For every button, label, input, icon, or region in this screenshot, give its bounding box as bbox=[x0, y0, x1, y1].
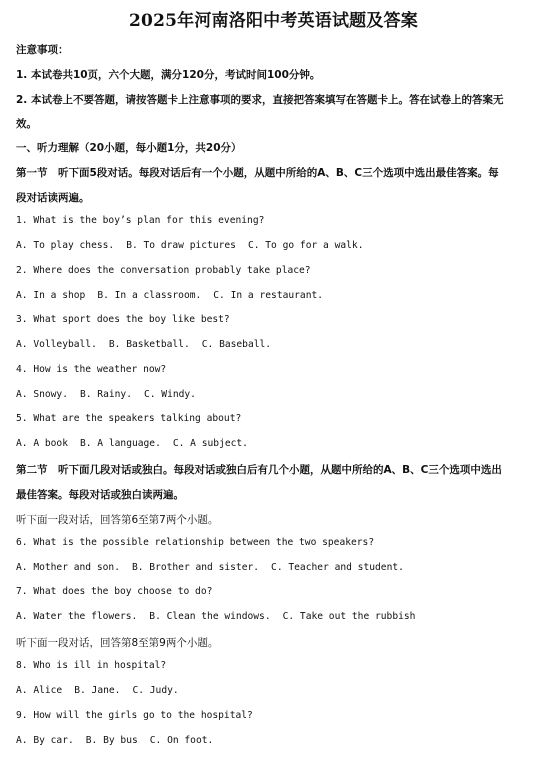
question-5-options bbox=[16, 438, 537, 449]
option-b: B. Clean the windows. bbox=[149, 611, 271, 622]
option-a: A. Volleyball. bbox=[16, 339, 97, 350]
notice-item-2-cont: 效。 bbox=[16, 118, 37, 130]
option-b: B. Rainy. bbox=[79, 389, 132, 400]
option-a: A. Water the flowers. bbox=[16, 611, 138, 622]
part-heading: 一、听力理解（20小题，每小题1分，共20分） bbox=[16, 142, 242, 154]
option-c: C. A subject. bbox=[172, 438, 248, 449]
question-6-stem: 6. What is the possible relationship between the two speakers? bbox=[16, 537, 375, 548]
question-7-options bbox=[16, 611, 537, 622]
option-a: A. To play chess. bbox=[16, 240, 115, 251]
question-4-stem: 4. How is the weather now? bbox=[16, 364, 167, 375]
question-2-options bbox=[16, 290, 537, 301]
question-1-stem: 1. What is the boy’s plan for this evening? bbox=[16, 215, 265, 226]
option-b: B. Basketball. bbox=[108, 339, 190, 350]
question-7-stem: 7. What does the boy choose to do? bbox=[16, 586, 213, 597]
option-b: B. Brother and sister. bbox=[131, 562, 260, 573]
page-title: 2025年河南洛阳中考英语试题及答案 bbox=[129, 11, 418, 31]
question-3-options bbox=[16, 339, 537, 350]
option-c: C. Judy. bbox=[132, 685, 179, 696]
question-1-options bbox=[16, 240, 537, 251]
question-8-stem: 8. Who is ill in hospital? bbox=[16, 660, 167, 671]
option-b: B. To draw pictures bbox=[126, 240, 236, 251]
option-a: A. Alice bbox=[16, 685, 63, 696]
notice-item-2: 2. 本试卷上不要答题，请按答题卡上注意事项的要求，直接把答案填写在答题卡上。答在试卷上的答案无 bbox=[16, 94, 504, 106]
question-2-stem: 2. Where does the conversation probably take place? bbox=[16, 265, 311, 276]
section2-heading: 第二节 听下面几段对话或独白。每段对话或独白后有几个小题，从题中所给的A、B、C三个选项中选出 bbox=[16, 464, 502, 476]
question-9-options bbox=[16, 735, 537, 746]
question-3-stem: 3. What sport does the boy like best? bbox=[16, 314, 230, 325]
question-5-stem: 5. What are the speakers talking about? bbox=[16, 413, 242, 424]
section1-heading: 第一节 听下面5段对话。每段对话后有一个小题，从题中所给的A、B、C三个选项中选出最佳答案。每 bbox=[16, 167, 499, 179]
option-b: B. A language. bbox=[79, 438, 161, 449]
notice-heading: 注意事项： bbox=[16, 44, 69, 56]
instruction-q6-q7: 听下面一段对话，回答第6至第7两个小题。 bbox=[16, 514, 219, 526]
notice-item-1: 1. 本试卷共10页，六个大题，满分120分，考试时间100分钟。 bbox=[16, 69, 321, 81]
question-6-options bbox=[16, 562, 537, 573]
option-c: C. On foot. bbox=[149, 735, 214, 746]
option-c: C. In a restaurant. bbox=[213, 290, 324, 301]
question-9-stem: 9. How will the girls go to the hospital? bbox=[16, 710, 253, 721]
option-a: A. In a shop bbox=[16, 290, 86, 301]
option-c: C. To go for a walk. bbox=[247, 240, 364, 251]
option-c: C. Take out the rubbish bbox=[282, 611, 416, 622]
option-b: B. Jane. bbox=[74, 685, 121, 696]
option-a: A. Snowy. bbox=[16, 389, 68, 400]
instruction-q8-q9: 听下面一段对话，回答第8至第9两个小题。 bbox=[16, 637, 219, 649]
option-a: A. A book bbox=[16, 438, 68, 449]
option-a: A. Mother and son. bbox=[16, 562, 120, 573]
option-b: B. In a classroom. bbox=[97, 290, 202, 301]
question-8-options bbox=[16, 685, 537, 696]
section1-heading-cont: 段对话读两遍。 bbox=[16, 192, 90, 204]
option-c: C. Windy. bbox=[143, 389, 196, 400]
option-b: B. By bus bbox=[85, 735, 138, 746]
section2-heading-cont: 最佳答案。每段对话或独白读两遍。 bbox=[16, 489, 184, 501]
option-c: C. Teacher and student. bbox=[271, 562, 404, 573]
question-4-options bbox=[16, 389, 537, 400]
option-a: A. By car. bbox=[16, 735, 74, 746]
option-c: C. Baseball. bbox=[201, 339, 272, 350]
